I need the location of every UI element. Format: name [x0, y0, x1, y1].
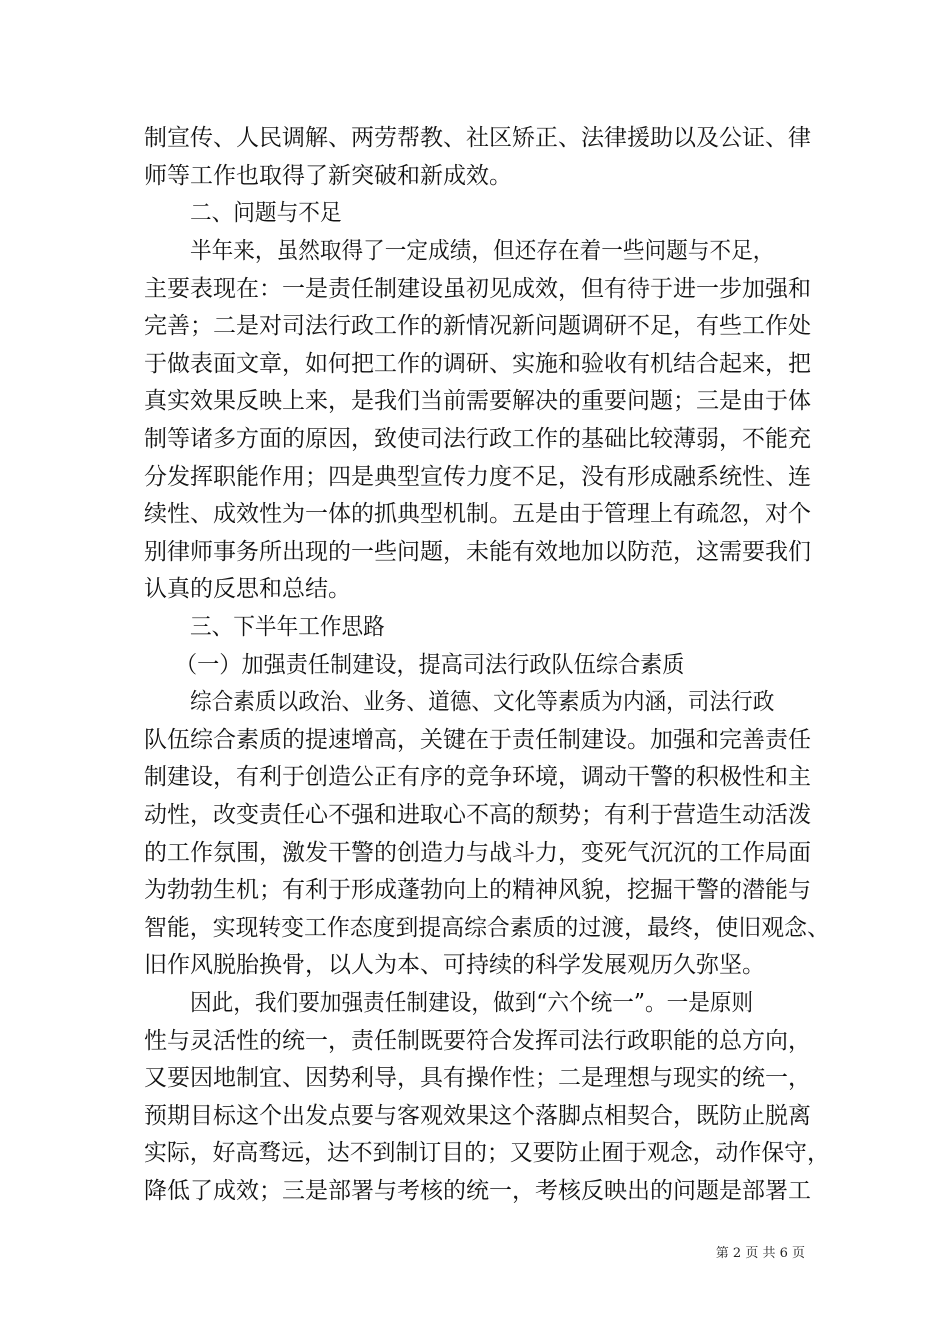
text-line-4: 半年来，虽然取得了一定成绩，但还存在着一些问题与不足， [190, 238, 775, 264]
text-line-2: 师等工作也取得了新突破和新成效。 [144, 163, 512, 189]
text-line-18: 制建设，有利于创造公正有序的竞争环境，调动干警的积极性和主 [144, 764, 811, 790]
text-line-7: 于做表面文章，如何把工作的调研、实施和验收有机结合起来，把 [144, 351, 811, 377]
text-line-8: 真实效果反映上来，是我们当前需要解决的重要问题；三是由于体 [144, 388, 811, 414]
section-heading-3: 三、下半年工作思路 [190, 614, 385, 640]
page-number: 第 2 页 共 6 页 [715, 1246, 805, 1261]
text-line-27: 预期目标这个出发点要与客观效果这个落脚点相契合，既防止脱离 [144, 1103, 811, 1129]
text-line-5: 主要表现在：一是责任制建设虽初见成效，但有待于进一步加强和 [144, 276, 811, 302]
text-line-22: 智能，实现转变工作态度到提高综合素质的过渡，最终，使旧观念、 [144, 915, 830, 941]
section-heading-2: 二、问题与不足 [190, 200, 342, 226]
text-line-12: 别律师事务所出现的一些问题，未能有效地加以防范，这需要我们 [144, 539, 811, 565]
text-line-6: 完善；二是对司法行政工作的新情况新问题调研不足，有些工作处 [144, 313, 811, 339]
text-line-11: 续性、成效性为一体的抓典型机制。五是由于管理上有疏忽，对个 [144, 501, 811, 527]
text-line-10: 分发挥职能作用；四是典型宣传力度不足，没有形成融系统性、连 [144, 464, 811, 490]
text-line-19: 动性，改变责任心不强和进取心不高的颓势；有利于营造生动活泼 [144, 802, 811, 828]
text-line-26: 又要因地制宜、因势利导，具有操作性；二是理想与现实的统一， [144, 1065, 811, 1091]
text-line-1: 制宣传、人民调解、两劳帮教、社区矫正、法律援助以及公证、律 [144, 125, 811, 151]
text-line-16: 综合素质以政治、业务、道德、文化等素质为内涵，司法行政 [190, 689, 775, 715]
text-line-13: 认真的反思和总结。 [144, 576, 351, 602]
text-line-17: 队伍综合素质的提速增高，关键在于责任制建设。加强和完善责任 [144, 727, 811, 753]
text-line-24: 因此，我们要加强责任制建设，做到“六个统一”。一是原则 [190, 990, 754, 1016]
subsection-heading-1: （一）加强责任制建设，提高司法行政队伍综合素质 [175, 652, 685, 678]
text-line-23: 旧作风脱胎换骨，以人为本、可持续的科学发展观历久弥坚。 [144, 952, 765, 978]
text-line-20: 的工作氛围，激发干警的创造力与战斗力，变死气沉沉的工作局面 [144, 840, 811, 866]
text-line-9: 制等诸多方面的原因，致使司法行政工作的基础比较薄弱，不能充 [144, 426, 811, 452]
text-line-25: 性与灵活性的统一，责任制既要符合发挥司法行政职能的总方向， [144, 1028, 811, 1054]
text-line-21: 为勃勃生机；有利于形成蓬勃向上的精神风貌，挖掘干警的潜能与 [144, 877, 811, 903]
text-line-28: 实际，好高骛远，达不到制订目的；又要防止囿于观念，动作保守， [144, 1140, 830, 1166]
text-line-29: 降低了成效；三是部署与考核的统一，考核反映出的问题是部署工 [144, 1178, 811, 1204]
